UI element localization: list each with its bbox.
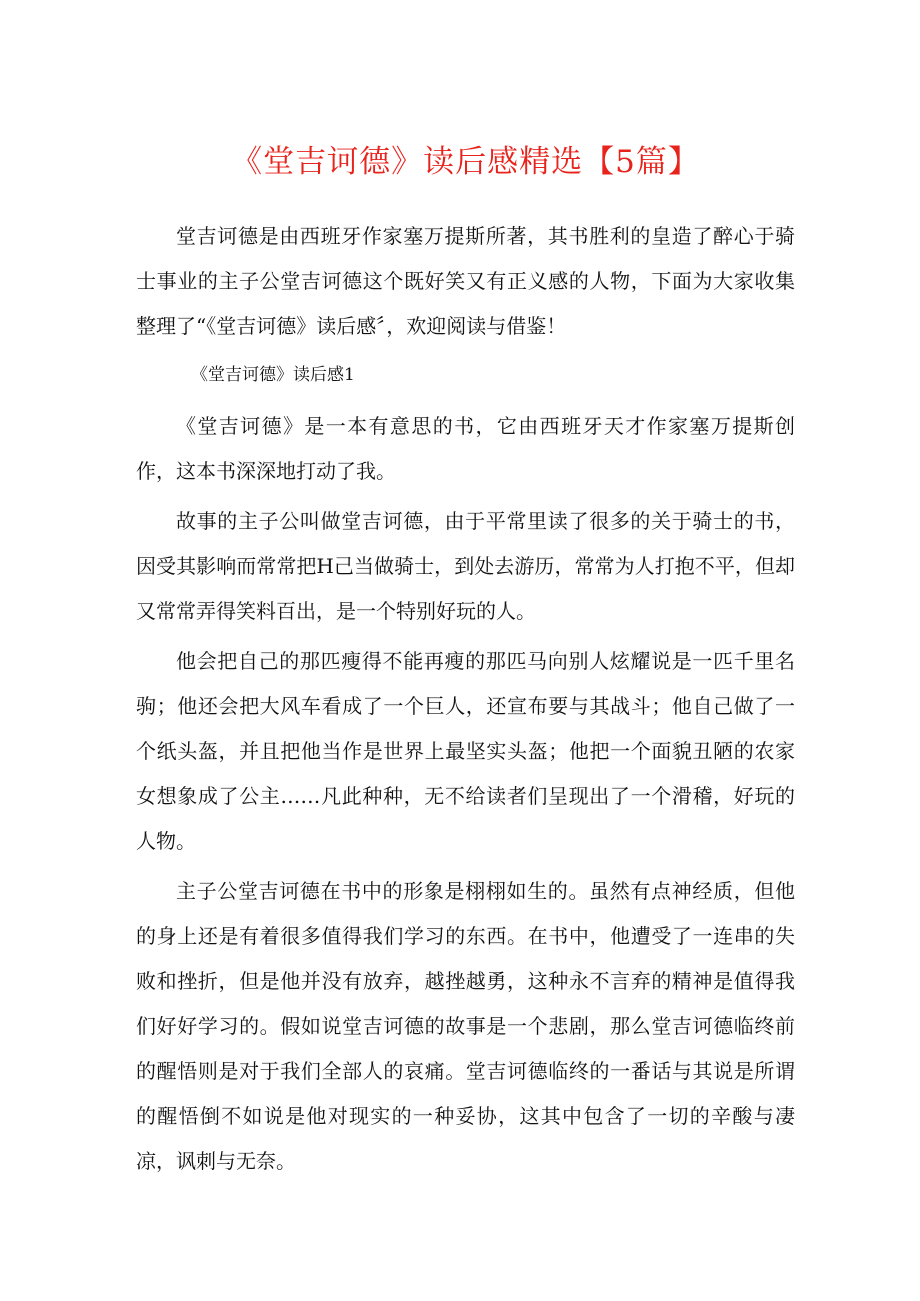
intro-paragraph: 堂吉诃德是由西班牙作家塞万提斯所著，其书胜利的皇造了醉心于骑士事业的主子公堂吉诃德这个既好笑又有正义感的人物，下面为大家收集整理了“《堂吉诃德》读后感〞，欢迎阅读与借鉴！ [136,224,795,338]
section-heading: 《堂吉诃德》读后感1 [191,365,355,385]
document-title: 《堂吉诃德》读后感精选【5篇】 [231,144,700,180]
body-paragraph-4: 主子公堂吉诃德在书中的形象是栩栩如生的。虽然有点神经质，但他的身上还是有着很多值得我们学习的东西。在书中，他遭受了一连串的失败和挫折，但是他并没有放弃，越挫越勇，这种永不言弃的精神是值得我们好好学习的。假如说堂吉诃德的故事是一个悲剧，那么堂吉诃德临终前的醒悟则是对于我们全部人的哀痛。堂吉诃德临终的一番话与其说是所谓的醒悟倒不如说是他对现实的一种妥协，这其中包含了一切的辛酸与凄凉，讽刺与无奈。 [136,879,795,1173]
body-paragraph-1: 《堂吉诃德》是一本有意思的书，它由西班牙天才作家塞万提斯创作，这本书深深地打动了我。 [136,414,795,483]
body-paragraph-3: 他会把自己的那匹瘦得不能再瘦的那匹马向别人炫耀说是一匹千里名驹；他还会把大风车看成了一个巨人，还宣布要与其战斗；他自己做了一个纸头盔，并且把他当作是世界上最坚实头盔；他把一个面貌丑陋的农家女想象成了公主……凡此种种，无不给读者们呈现出了一个滑稽，好玩的人物。 [136,649,795,853]
body-paragraph-2: 故事的主子公叫做堂吉诃德，由于平常里读了很多的关于骑士的书，因受其影响而常常把H己当做骑士，到处去游历，常常为人打抱不平，但却又常常弄得笑料百出，是一个特别好玩的人。 [136,509,795,623]
